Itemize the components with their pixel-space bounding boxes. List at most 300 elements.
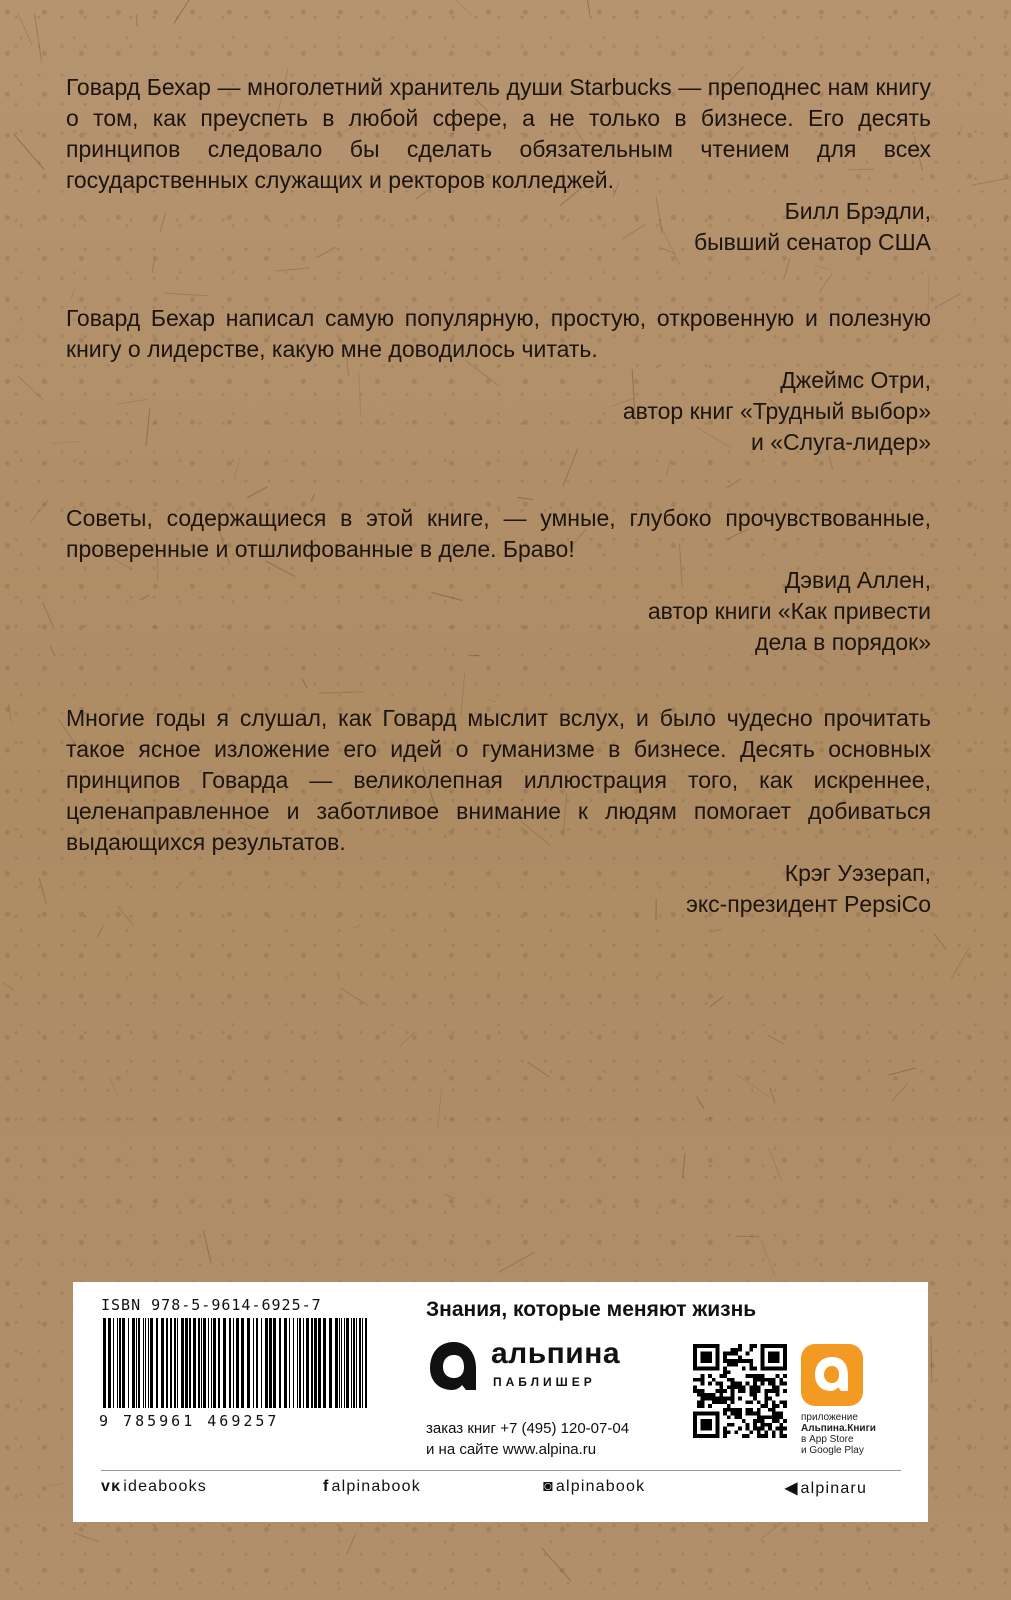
qr-module — [768, 1389, 772, 1393]
qr-module — [776, 1385, 780, 1389]
qr-module — [712, 1378, 716, 1382]
qr-module — [727, 1404, 731, 1408]
qr-module — [776, 1374, 780, 1378]
qr-module — [761, 1415, 765, 1419]
qr-module — [768, 1378, 772, 1382]
qr-module — [779, 1430, 783, 1434]
qr-module — [693, 1415, 697, 1419]
qr-module — [697, 1412, 701, 1416]
qr-module — [783, 1404, 787, 1408]
qr-module — [693, 1427, 697, 1431]
qr-module — [746, 1408, 750, 1412]
qr-module — [764, 1367, 768, 1371]
barcode-bar — [150, 1318, 153, 1408]
paper-fiber — [931, 1337, 933, 1384]
qr-module — [776, 1415, 780, 1419]
qr-module — [708, 1359, 712, 1363]
qr-module — [693, 1419, 697, 1423]
qr-module — [727, 1423, 731, 1427]
paper-fiber — [13, 134, 45, 170]
author-name: Джеймс Отри, — [780, 367, 931, 393]
paper-fiber — [49, 1482, 64, 1486]
barcode-bar — [329, 1318, 332, 1408]
barcode-bar — [362, 1318, 363, 1408]
paper-fiber — [29, 500, 49, 524]
barcode-bar — [299, 1318, 301, 1408]
quote-text: Говард Бехар — многолетний хранитель души Starbucks — преподнес нам книгу о том, как преуспеть в любой сфере, а не только в бизнесе. Его десять принципов следовало бы сделать обязательным чтением для всех государственных служащих и ректоров колледжей. — [66, 74, 931, 193]
qr-module — [749, 1408, 753, 1412]
barcode-bar — [181, 1318, 184, 1408]
paper-fiber — [399, 1031, 415, 1048]
qr-module — [779, 1415, 783, 1419]
qr-module — [734, 1430, 738, 1434]
paper-fiber — [527, 1062, 550, 1078]
author-title: бывший сенатор США — [693, 229, 931, 255]
paper-fiber — [956, 125, 963, 138]
quote-attribution — [66, 565, 931, 658]
social-handle: alpinaru — [800, 1480, 868, 1497]
qr-module — [776, 1419, 780, 1423]
social-handle: alpinabook — [555, 1478, 646, 1495]
barcode-bar — [356, 1318, 357, 1408]
barcode-bar — [318, 1318, 321, 1408]
qr-module — [738, 1382, 742, 1386]
barcode-bar — [113, 1318, 114, 1408]
qr-module — [712, 1344, 716, 1348]
qr-module — [776, 1404, 780, 1408]
qr-module — [716, 1430, 720, 1434]
qr-module — [772, 1389, 776, 1393]
qr-module — [723, 1397, 727, 1401]
qr-module — [701, 1434, 705, 1438]
qr-module — [701, 1374, 705, 1378]
qr-module — [753, 1393, 757, 1397]
qr-module — [712, 1393, 716, 1397]
qr-module — [753, 1378, 757, 1382]
qr-module — [768, 1397, 772, 1401]
qr-module — [761, 1419, 765, 1423]
qr-module — [738, 1359, 742, 1363]
qr-module — [746, 1382, 750, 1386]
barcode-bar — [344, 1318, 345, 1408]
paper-fiber — [173, 0, 197, 23]
qr-module — [776, 1355, 780, 1359]
barcode-bar — [284, 1318, 287, 1408]
qr-module — [779, 1434, 783, 1438]
barcode-bar — [201, 1318, 202, 1408]
barcode-bar — [177, 1318, 178, 1408]
barcode-bar — [170, 1318, 172, 1408]
qr-module — [719, 1400, 723, 1404]
qr-module — [768, 1359, 772, 1363]
barcode-bar — [229, 1318, 231, 1408]
qr-module — [764, 1344, 768, 1348]
qr-code-icon[interactable] — [693, 1344, 787, 1438]
qr-module — [742, 1359, 746, 1363]
barcode-bar — [136, 1318, 137, 1408]
barcode-bar — [108, 1318, 111, 1408]
qr-module — [704, 1427, 708, 1431]
barcode-bar — [351, 1318, 352, 1408]
paper-fiber — [587, 0, 591, 15]
social-telegram[interactable] — [785, 1478, 867, 1498]
qr-module — [701, 1400, 705, 1404]
barcode-bar — [117, 1318, 118, 1408]
qr-module — [757, 1389, 761, 1393]
paper-fiber — [497, 1251, 534, 1273]
qr-module — [734, 1352, 738, 1356]
qr-module — [693, 1412, 697, 1416]
app-caption-line: приложение — [801, 1412, 858, 1423]
qr-module — [753, 1427, 757, 1431]
qr-module — [772, 1382, 776, 1386]
qr-module — [768, 1355, 772, 1359]
paper-fiber — [709, 996, 724, 1007]
paper-fiber — [340, 988, 367, 1006]
qr-module — [783, 1344, 787, 1348]
social-handle: alpinabook — [331, 1478, 421, 1495]
qr-module — [757, 1412, 761, 1416]
qr-module — [716, 1359, 720, 1363]
publisher-panel — [73, 1282, 928, 1522]
qr-module — [761, 1382, 765, 1386]
barcode-bar — [166, 1318, 168, 1408]
author-name: Билл Брэдли, — [784, 198, 931, 224]
barcode-bar — [261, 1318, 262, 1408]
author-title: автор книг «Трудный выбор» — [622, 398, 931, 424]
qr-module — [746, 1423, 750, 1427]
barcode-bar — [223, 1318, 226, 1408]
qr-module — [727, 1370, 731, 1374]
qr-module — [693, 1378, 697, 1382]
qr-module — [753, 1397, 757, 1401]
qr-module — [708, 1397, 712, 1401]
qr-module — [708, 1352, 712, 1356]
qr-module — [727, 1415, 731, 1419]
barcode-bar — [122, 1318, 125, 1408]
qr-module — [716, 1427, 720, 1431]
qr-module — [723, 1412, 727, 1416]
qr-module — [783, 1367, 787, 1371]
paper-fiber — [696, 1097, 704, 1110]
qr-module — [727, 1378, 731, 1382]
qr-module — [719, 1393, 723, 1397]
qr-module — [768, 1408, 772, 1412]
qr-module — [783, 1374, 787, 1378]
qr-module — [719, 1374, 723, 1378]
qr-module — [701, 1355, 705, 1359]
qr-module — [708, 1374, 712, 1378]
paper-fiber — [75, 1533, 99, 1543]
qr-module — [738, 1397, 742, 1401]
barcode-bar — [341, 1318, 342, 1408]
barcode-bar — [265, 1318, 268, 1408]
qr-module — [757, 1374, 761, 1378]
qr-module — [734, 1382, 738, 1386]
qr-module — [757, 1427, 761, 1431]
author-title: экс-президент PepsiCo — [686, 891, 931, 917]
qr-module — [693, 1363, 697, 1367]
qr-module — [776, 1412, 780, 1416]
qr-module — [764, 1434, 768, 1438]
qr-module — [731, 1423, 735, 1427]
qr-module — [761, 1423, 765, 1427]
qr-module — [764, 1397, 768, 1401]
qr-module — [693, 1430, 697, 1434]
paper-fiber — [768, 1147, 782, 1181]
qr-module — [693, 1344, 697, 1348]
qr-module — [712, 1397, 716, 1401]
qr-module — [719, 1382, 723, 1386]
qr-module — [772, 1400, 776, 1404]
qr-module — [753, 1344, 757, 1348]
paper-fiber — [682, 1153, 685, 1177]
isbn-text: ISBN 978-5-9614-6925-7 — [101, 1296, 322, 1314]
qr-module — [783, 1389, 787, 1393]
barcode-bar — [161, 1318, 164, 1408]
qr-module — [772, 1404, 776, 1408]
barcode-bar — [335, 1318, 338, 1408]
qr-module — [734, 1348, 738, 1352]
qr-module — [723, 1352, 727, 1356]
qr-module — [734, 1415, 738, 1419]
qr-module — [719, 1389, 723, 1393]
author-name: Крэг Уэзерап, — [784, 860, 931, 886]
publisher-name: альпина — [491, 1337, 621, 1370]
qr-module — [701, 1412, 705, 1416]
barcode-bar — [148, 1318, 149, 1408]
qr-module — [704, 1359, 708, 1363]
alpina-logo-icon — [426, 1338, 482, 1394]
qr-module — [772, 1430, 776, 1434]
qr-module — [738, 1355, 742, 1359]
qr-module — [749, 1374, 753, 1378]
barcode-bar — [143, 1318, 144, 1408]
qr-module — [757, 1430, 761, 1434]
paper-fiber — [136, 15, 137, 27]
qr-module — [753, 1374, 757, 1378]
alpina-app-icon[interactable] — [801, 1344, 863, 1406]
qr-module — [716, 1363, 720, 1367]
author-name: Дэвид Аллен, — [784, 567, 931, 593]
qr-module — [704, 1393, 708, 1397]
facebook-icon: f — [323, 1478, 330, 1495]
quote-text: Многие годы я слушал, как Говард мыслит вслух, и было чудесно прочитать такое ясное изложение его идей о гуманизме в бизнесе. Десять основных принципов Говарда — великолепная иллюстрация того, как искреннее, целенаправленное и заботливое внимание к людям помогает добиваться выдающихся результатов. — [66, 705, 931, 855]
quote-attribution — [66, 858, 931, 920]
paper-fiber — [759, 1520, 784, 1540]
qr-module — [693, 1352, 697, 1356]
qr-module — [734, 1408, 738, 1412]
qr-module — [731, 1382, 735, 1386]
qr-module — [723, 1430, 727, 1434]
quote — [66, 703, 931, 920]
qr-module — [753, 1389, 757, 1393]
paper-fiber — [951, 947, 970, 979]
qr-module — [757, 1419, 761, 1423]
qr-module — [746, 1434, 750, 1438]
qr-module — [723, 1355, 727, 1359]
barcode-bar — [241, 1318, 244, 1408]
barcode-bar — [346, 1318, 349, 1408]
qr-module — [761, 1434, 765, 1438]
qr-module — [716, 1352, 720, 1356]
qr-module — [704, 1355, 708, 1359]
qr-module — [764, 1415, 768, 1419]
qr-module — [738, 1412, 742, 1416]
barcode-bar — [293, 1318, 294, 1408]
qr-module — [749, 1359, 753, 1363]
paper-fiber — [18, 375, 45, 401]
barcode-bar — [103, 1318, 106, 1408]
qr-module — [723, 1434, 727, 1438]
social-vk[interactable] — [101, 1478, 207, 1496]
quotes-block — [66, 72, 931, 965]
qr-module — [772, 1408, 776, 1412]
quote-text: Говард Бехар написал самую популярную, простую, откровенную и полезную книгу о лидерстве, какую мне доводилось читать. — [66, 305, 931, 362]
qr-module — [704, 1423, 708, 1427]
qr-module — [704, 1434, 708, 1438]
author-title: и «Слуга-лидер» — [751, 429, 931, 455]
barcode-bar — [256, 1318, 258, 1408]
paper-fiber — [761, 1239, 776, 1277]
qr-module — [716, 1400, 720, 1404]
qr-module — [723, 1427, 727, 1431]
qr-module — [708, 1419, 712, 1423]
qr-module — [761, 1344, 765, 1348]
qr-module — [779, 1412, 783, 1416]
qr-module — [761, 1352, 765, 1356]
qr-module — [783, 1355, 787, 1359]
paper-fiber — [972, 177, 1011, 186]
qr-module — [753, 1382, 757, 1386]
qr-module — [768, 1352, 772, 1356]
quote-text: Советы, содержащиеся в этой книге, — умные, глубоко прочувствованные, проверенные и отшлифованные в деле. Браво! — [66, 505, 931, 562]
qr-module — [731, 1393, 735, 1397]
qr-module — [779, 1427, 783, 1431]
qr-module — [723, 1374, 727, 1378]
qr-module — [783, 1434, 787, 1438]
qr-module — [716, 1355, 720, 1359]
qr-module — [776, 1427, 780, 1431]
qr-module — [727, 1397, 731, 1401]
qr-module — [742, 1389, 746, 1393]
qr-module — [704, 1344, 708, 1348]
paper-fiber — [346, 1534, 356, 1555]
qr-module — [749, 1389, 753, 1393]
qr-module — [761, 1348, 765, 1352]
qr-module — [727, 1385, 731, 1389]
qr-module — [701, 1423, 705, 1427]
order-site[interactable]: и на сайте www.alpina.ru — [426, 1441, 597, 1458]
barcode-bar — [253, 1318, 254, 1408]
paper-fiber — [50, 646, 56, 657]
qr-module — [727, 1430, 731, 1434]
qr-module — [768, 1382, 772, 1386]
barcode-bar — [208, 1318, 209, 1408]
qr-module — [701, 1419, 705, 1423]
paper-fiber — [2, 982, 15, 990]
qr-module — [749, 1363, 753, 1367]
qr-module — [772, 1352, 776, 1356]
qr-module — [723, 1389, 727, 1393]
qr-module — [731, 1389, 735, 1393]
barcode-bar — [323, 1318, 326, 1408]
qr-module — [772, 1344, 776, 1348]
qr-module — [783, 1427, 787, 1431]
qr-module — [731, 1397, 735, 1401]
qr-module — [761, 1359, 765, 1363]
social-facebook[interactable] — [323, 1478, 421, 1496]
qr-module — [742, 1385, 746, 1389]
barcode-bar — [306, 1318, 309, 1408]
barcode-bar — [236, 1318, 239, 1408]
qr-module — [742, 1367, 746, 1371]
barcode-bar — [314, 1318, 317, 1408]
qr-module — [742, 1419, 746, 1423]
qr-module — [704, 1367, 708, 1371]
author-title: дела в порядок» — [755, 629, 931, 655]
qr-module — [701, 1382, 705, 1386]
qr-module — [749, 1400, 753, 1404]
qr-module — [757, 1378, 761, 1382]
author-title: автор книги «Как привести — [647, 598, 931, 624]
barcode-bar — [185, 1318, 188, 1408]
qr-module — [753, 1419, 757, 1423]
paper-fiber — [889, 1068, 916, 1076]
barcode-number: 9 785961 469257 — [99, 1412, 280, 1430]
barcode-bar — [174, 1318, 176, 1408]
qr-module — [764, 1404, 768, 1408]
barcode-bar — [365, 1318, 367, 1408]
qr-module — [761, 1355, 765, 1359]
qr-module — [716, 1382, 720, 1386]
qr-module — [749, 1430, 753, 1434]
qr-module — [693, 1348, 697, 1352]
qr-module — [716, 1389, 720, 1393]
barcode-bar — [156, 1318, 158, 1408]
qr-module — [738, 1415, 742, 1419]
barcode-bar — [273, 1318, 276, 1408]
qr-module — [693, 1355, 697, 1359]
qr-module — [738, 1408, 742, 1412]
qr-module — [723, 1367, 727, 1371]
qr-module — [731, 1408, 735, 1412]
qr-module — [776, 1389, 780, 1393]
qr-module — [779, 1423, 783, 1427]
qr-module — [701, 1389, 705, 1393]
qr-module — [772, 1378, 776, 1382]
qr-module — [779, 1382, 783, 1386]
qr-module — [708, 1393, 712, 1397]
qr-module — [783, 1352, 787, 1356]
qr-module — [697, 1393, 701, 1397]
qr-module — [716, 1419, 720, 1423]
qr-module — [768, 1427, 772, 1431]
paper-fiber — [38, 878, 47, 905]
qr-module — [734, 1385, 738, 1389]
paper-fiber — [453, 0, 474, 16]
qr-module — [727, 1363, 731, 1367]
qr-module — [734, 1412, 738, 1416]
barcode-bar — [211, 1318, 212, 1408]
qr-module — [761, 1404, 765, 1408]
social-instagram[interactable] — [543, 1478, 645, 1496]
qr-module — [738, 1427, 742, 1431]
qr-module — [749, 1348, 753, 1352]
qr-module — [783, 1400, 787, 1404]
qr-module — [746, 1352, 750, 1356]
qr-module — [697, 1344, 701, 1348]
